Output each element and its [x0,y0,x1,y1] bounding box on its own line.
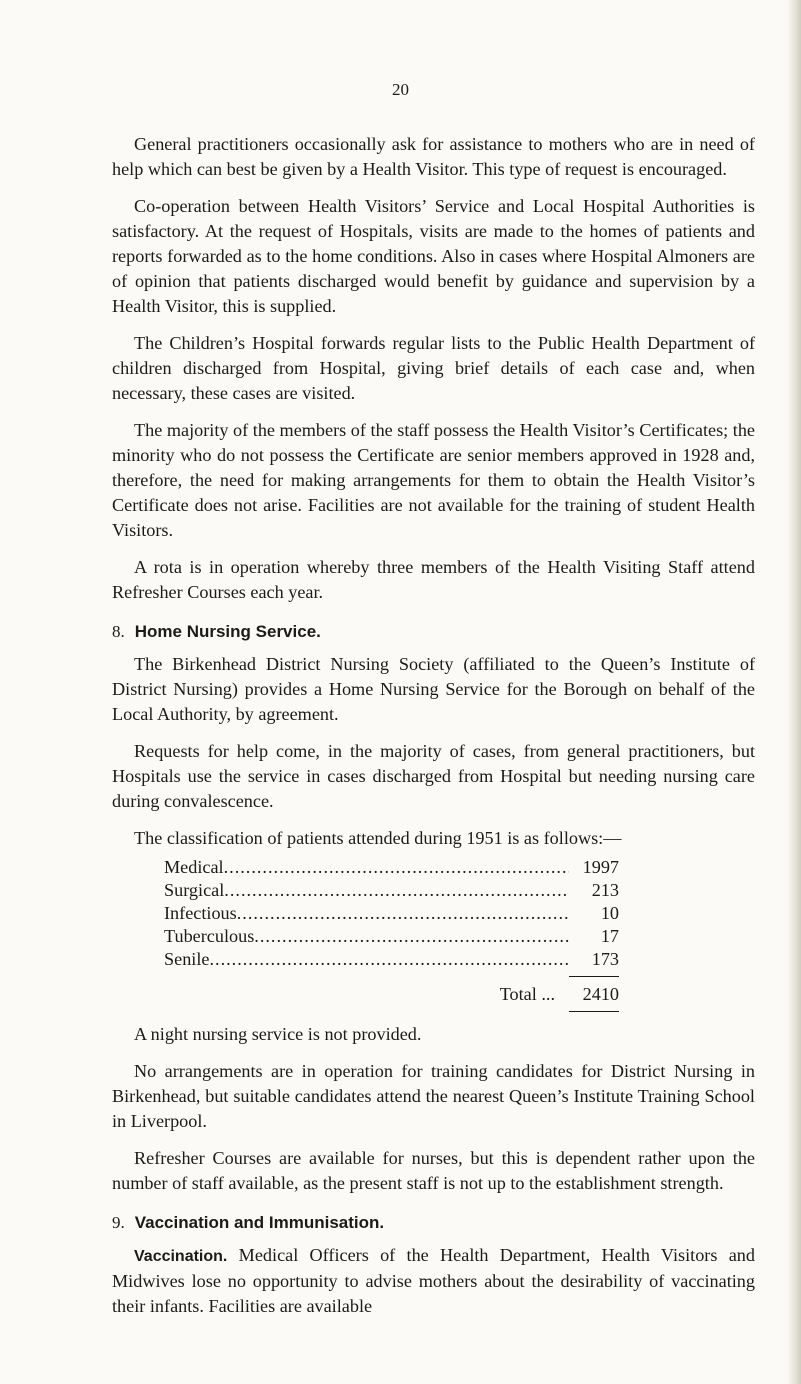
section-number: 8. [112,622,125,641]
table-row [164,878,619,901]
total-row [164,981,619,1007]
run-in-heading: Vaccination. [134,1248,228,1265]
row-value: 17 [600,926,619,946]
vaccination-text: Medical Officers of the Health Department, Health Visitors and Midwives lose no opportunity to advise mothers about the desirability of vaccinating their infants. Facilities are available [112,1245,755,1316]
row-label: Senile [164,949,210,969]
total-rule-top [569,976,619,977]
leader-dots [224,878,569,903]
row-value: 1997 [582,857,619,877]
section-title: Home Nursing Service. [134,622,321,641]
total-label: Total ... [499,983,555,1004]
paragraph-childrens-hospital: The Children’s Hospital forwards regular lists to the Public Health Department of children discharged from Hospital, giving brief details of each case and, when necessary, these cases are visited. [112,333,755,403]
section-title: Vaccination and Immunisation. [134,1213,385,1232]
table-row [164,947,619,970]
section-heading-vaccination [112,1210,755,1235]
table-row [164,901,619,924]
paragraph-night-nursing: A night nursing service is not provided. [134,1024,422,1044]
table-row [164,924,619,947]
leader-dots [224,855,569,880]
row-label: Infectious [164,903,237,923]
row-label: Surgical [164,880,225,900]
paragraph-nursing-society: The Birkenhead District Nursing Society (affiliated to the Queen’s Institute of District Nursing) provides a Home Nursing Service for the Borough on behalf of the Local Authority, by agreement. [112,654,755,724]
section-heading-home-nursing [112,619,755,644]
paragraph-classification-intro: The classification of patients attended during 1951 is as follows:— [134,828,622,848]
leader-dots [254,924,569,949]
row-label: Tuberculous [164,926,255,946]
document-body [112,132,755,1319]
paragraph-hospital-cooperation: Co-operation between Health Visitors’ Service and Local Hospital Authorities is satisfactory. At the request of Hospitals, visits are made to the homes of patients and reports forwarded as to the home conditions. Also in cases where Hospital Almoners are of opinion that patients discharged would benefit by guidance and supervision by a Health Visitor, this is supplied. [112,196,755,316]
section-number: 9. [112,1213,125,1232]
total-rule-bottom [569,1011,619,1012]
row-value: 10 [600,903,619,923]
row-value: 173 [591,949,619,969]
leader-dots [209,947,569,972]
paragraph-staff-certificates: The majority of the members of the staff possess the Health Visitor’s Certificates; the minority who do not possess the Certificate are senior members approved in 1928 and, therefore, the need for making arrangements for them to obtain the Health Visitor’s Certificate does not arise. Facilities are not available for the training of student Health Visitors. [112,420,755,540]
paragraph-vaccination [112,1243,755,1319]
paragraph-training-candidates: No arrangements are in operation for training candidates for District Nursing in Birkenhead, but suitable candidates attend the nearest Queen’s Institute Training School in Liverpool. [112,1061,755,1131]
page-edge-shadow [787,0,801,1384]
classification-table [164,855,619,1012]
row-value: 213 [591,880,619,900]
page-number: 20 [392,80,409,99]
leader-dots [237,901,569,926]
table-row [164,855,619,878]
row-label: Medical [164,857,224,877]
paragraph-gp-requests: General practitioners occasionally ask for assistance to mothers who are in need of help which can best be given by a Health Visitor. This type of request is encouraged. [112,134,755,179]
paragraph-refresher-nurses: Refresher Courses are available for nurses, but this is dependent rather upon the number of staff available, as the present staff is not up to the establishment strength. [112,1148,755,1193]
paragraph-requests-for-help: Requests for help come, in the majority of cases, from general practitioners, but Hospitals use the service in cases discharged from Hospital but needing nursing care during convalescence. [112,741,755,811]
total-value: 2410 [582,983,619,1004]
paragraph-refresher-rota: A rota is in operation whereby three members of the Health Visiting Staff attend Refresher Courses each year. [112,557,755,602]
